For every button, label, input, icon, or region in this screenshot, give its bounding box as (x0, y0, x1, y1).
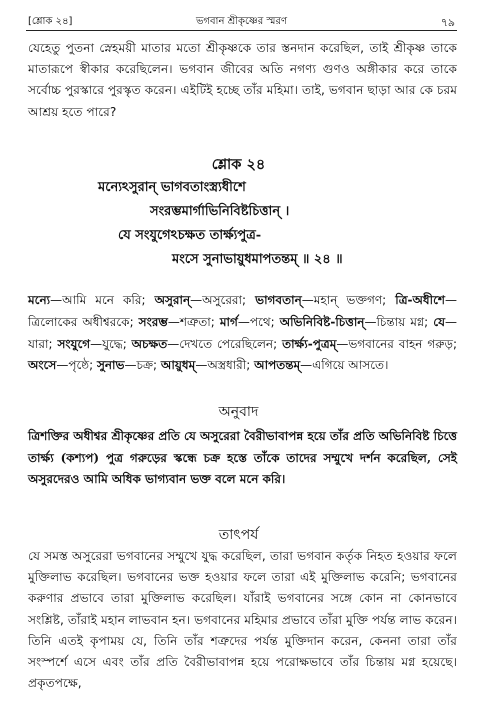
translation-heading: অনুবাদ (218, 404, 259, 420)
header-rule (26, 30, 457, 31)
synonym-word: অসুরান্ (154, 293, 191, 307)
synonym-word: সুনাভ (96, 358, 125, 373)
synonym-meaning: আমি মনে করি (62, 293, 142, 307)
synonym-meaning: শত্রুতা (179, 314, 211, 329)
header-verse-ref: [শ্লোক ২৪] (28, 16, 73, 27)
synonyms-block: মন্যে—আমি মনে করি; অসুরান্—অসুরেরা; ভাগবতান্—মহান্ ভক্তগণ; ত্রি-অধীশে—ত্রিলোকের অধীশ্বরকে; সংরম্ভ—শত্রুতা; মার্গ—পথে; অভিনিবিষ্ট-চিত্তান্—চিন্তায় মগ্ন; যে—যারা; সংযুগে—যুদ্ধে; অচক্ষত—দেখতে পেরেছিলেন; তার্ক্ষ্য-পুত্রম্—ভগবানের বাহন গরুড়; অংসে—পৃষ্ঠে; সুনাভ—চক্র; আয়ুধম্—অস্ত্রধারী; আপতন্তম্—এগিয়ে আসতে। (28, 293, 458, 373)
synonym-word: মন্যে (28, 293, 51, 307)
synonym-meaning: ভগবানের বাহন গরুড় (348, 336, 453, 351)
synonym-word: আপতন্তম্ (254, 358, 301, 373)
synonym-word: ত্রি-অধীশে (395, 293, 445, 307)
synonym-meaning: অস্ত্রধারী (207, 358, 247, 373)
synonym-meaning: যারা (28, 336, 49, 351)
purport-text: যে সমস্ত অসুরেরা ভগবানের সম্মুখে যুদ্ধ করেছিল, তারা ভগবান কর্তৃক নিহত হওয়ার ফলে মুক্তিলাভ করেছিল। ভগবানের ভক্ত হওয়ার ফলে তারা এই মুক্তিলাভ করেনি; ভগবানের করুণার প্রভাবে তারা মুক্তিলাভ করেছিল। যাঁরাই ভগবানের সঙ্গে কোন না কোনভাবে সংশ্লিষ্ট, তাঁরাই মহান লাভবান হন। ভগবানের মহিমার প্রভাবে তাঁরা মুক্তি পর্যন্ত লাভ করেন। তিনি এতই কৃপাময় যে, তিনি তাঁর শত্রুদের পর্যন্ত মুক্তিদান করেন, কেননা তারা তাঁর সংস্পর্শে এসে এবং তাঁর প্রতি বৈরীভাবাপন্ন হয়ে পরোক্ষভাবে তাঁর চিন্তায় মগ্ন হয়েছে। প্রকৃতপক্ষে, (28, 549, 457, 691)
verse-line: মন্যেঽসুরান্ ভাগবতাংস্ত্র্যধীশে (98, 180, 246, 195)
synonym-word: সংরম্ভ (138, 314, 168, 329)
synonym-word: ভাগবতান্ (255, 293, 302, 307)
header-chapter-title: ভগবান শ্রীকৃষ্ণের স্মরণ (195, 16, 287, 27)
verse-title: শ্লোক ২৪ (211, 156, 266, 173)
synonym-word: মার্গ (219, 314, 238, 329)
synonym-word: সংযুগে (57, 336, 91, 351)
synonym-meaning: দেখতে পেরেছিলেন (179, 336, 274, 351)
synonym-meaning: চক্র (136, 358, 153, 373)
purport-heading: তাৎপর্য (218, 527, 259, 543)
synonym-word: যে (433, 314, 445, 329)
verse-line: মংসে সুনাভায়ুধমাপতন্তম্ ॥ ২৪ ॥ (172, 252, 343, 267)
synonym-meaning: ত্রিলোকের অধীশ্বরকে (28, 314, 130, 329)
synonym-word: তার্ক্ষ্য-পুত্রম্ (282, 336, 337, 351)
verse-line: যে সংযুগেঽচক্ষত তার্ক্ষ্যপুত্র- (118, 228, 262, 243)
synonym-meaning: মহান্ ভক্তগণ (313, 293, 383, 307)
synonym-meaning: অসুরেরা (202, 293, 242, 307)
synonym-word: অংসে (28, 358, 57, 373)
synonym-word: অভিনিবিষ্ট-চিত্তান্ (279, 314, 365, 329)
verse-text (0, 176, 477, 272)
synonym-meaning: এগিয়ে আসতে (312, 358, 385, 373)
verse-line: সংরম্ভমার্গাভিনিবিষ্টচিত্তান্ । (150, 204, 290, 219)
intro-paragraph: যেহেতু পুতনা স্নেহময়ী মাতার মতো শ্রীকৃষ্ণকে তার স্তনদান করেছিল, তাই শ্রীকৃষ্ণ তাকে মাতারূপে স্বীকার করেছিলেন। ভগবান জীবের অতি নগণ্য গুণও অঙ্গীকার করে তাকে সর্বোচ্চ পুরস্কারে পুরস্কৃত করেন। এইটিই হচ্ছে তাঁর মহিমা। তাই, ভগবান ছাড়া আর কে চরম আশ্রয় হতে পারে? (28, 41, 457, 119)
synonym-meaning: পৃষ্ঠে (68, 358, 90, 373)
synonym-meaning: যুদ্ধে (102, 336, 123, 351)
synonym-word: অচক্ষত (131, 336, 168, 351)
synonym-meaning: পথে (249, 314, 271, 329)
synonym-meaning: চিন্তায় মগ্ন (376, 314, 425, 329)
translation-text: ত্রিশক্তির অধীশ্বর শ্রীকৃষ্ণের প্রতি যে অসুরেরা বৈরীভাবাপন্ন হয়ে তাঁর প্রতি অভিনিবিষ্ট চিত্তে তার্ক্ষ্য (কশ্যপ) পুত্র গরুড়ের স্কন্ধে চক্র হস্তে তাঁকে তাদের সম্মুখে দর্শন করেছিল, সেই অসুরদেরও আমি অধিক ভাগ্যবান ভক্ত বলে মনে করি। (28, 429, 457, 486)
running-header (28, 14, 455, 30)
synonym-word: আয়ুধম্ (160, 358, 196, 373)
page-number: ৭৯ (440, 16, 455, 29)
